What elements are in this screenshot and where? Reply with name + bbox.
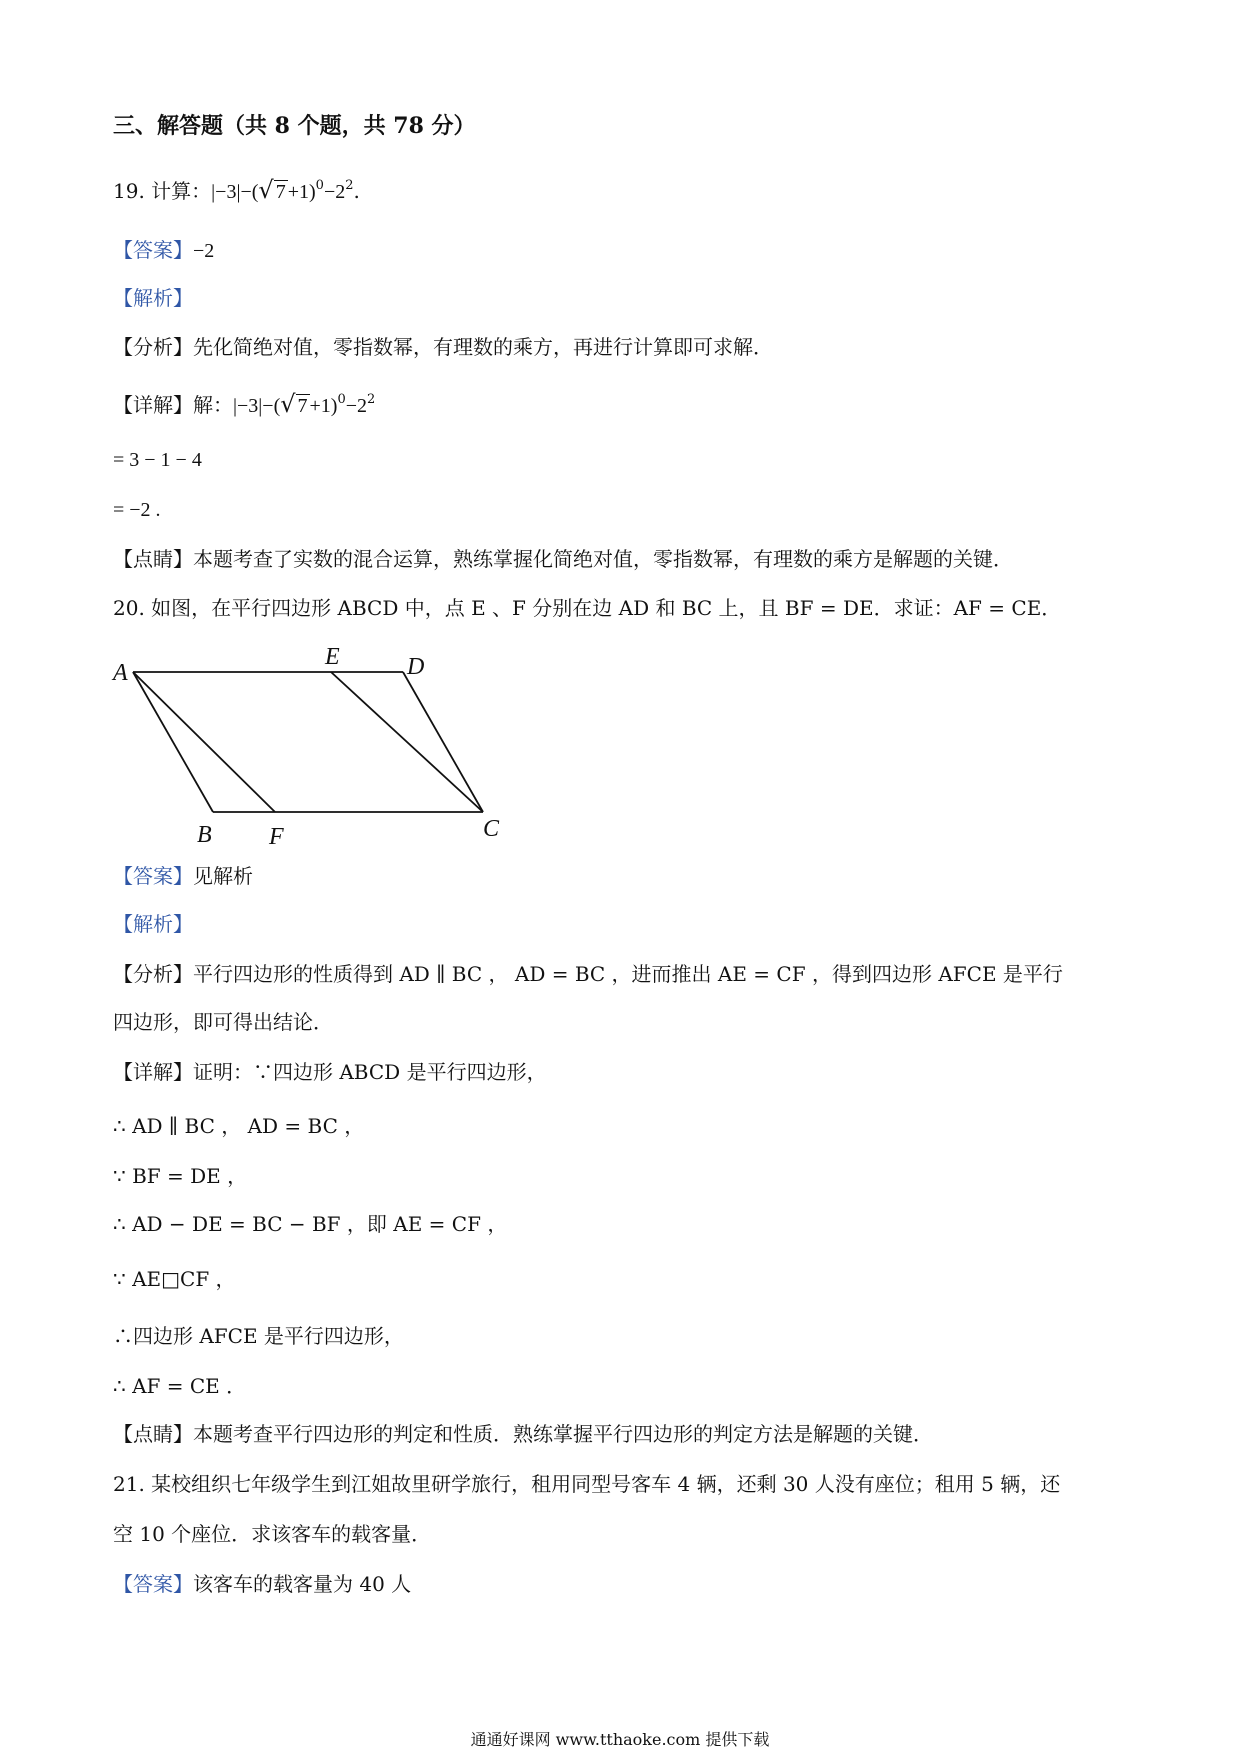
xiangjie-tag: 【详解】: [113, 1060, 193, 1084]
q20-question: 20. 如图，在平行四边形 ABCD 中，点 E 、F 分别在边 AD 和 BC 上，且 BF = DE．求证：AF = CE．: [113, 596, 1062, 620]
dianjing-tag: 【点睛】: [113, 547, 193, 571]
q19-answer-value: −2: [193, 240, 215, 262]
footer-watermark: 通通好课网 www.tthaoke.com 提供下载: [470, 1730, 770, 1749]
q19-expr-c: −2: [323, 181, 346, 203]
label-e: E: [325, 644, 340, 670]
q19-fenxi-text: 先化简绝对值，零指数幂，有理数的乘方，再进行计算即可求解．: [193, 335, 773, 359]
q19-exp2: 2: [345, 178, 354, 193]
q19-step2: = −2 .: [113, 499, 161, 521]
label-a: A: [113, 660, 128, 686]
q19-answer: [113, 236, 214, 265]
q20-fenxi-cont: 四边形，即可得出结论．: [113, 1010, 333, 1034]
q20-step3: ∴ AD − DE = BC − BF ，即 AE = CF ，: [113, 1212, 508, 1236]
q19-analysis-tag: 【解析】: [113, 286, 193, 310]
q20-fenxi: [113, 960, 1063, 988]
section-title: 三、解答题（共 8 个题，共 78 分）: [113, 113, 476, 139]
q20-dianjing-text: 本题考查平行四边形的判定和性质．熟练掌握平行四边形的判定方法是解题的关键．: [193, 1422, 933, 1446]
q19-step1: = 3 − 1 − 4: [113, 449, 202, 471]
q20-step6: ∴ AF = CE ．: [113, 1374, 247, 1398]
fenxi-tag: 【分析】: [113, 335, 193, 359]
label-b: B: [197, 822, 212, 848]
q20-step1: ∴ AD ∥ BC ， AD = BC ，: [113, 1114, 365, 1138]
q19-dianjing-text: 本题考查了实数的混合运算，熟练掌握化简绝对值，零指数幂，有理数的乘方是解题的关键．: [193, 547, 1013, 571]
edge-dc: [403, 672, 483, 812]
q19-question: [113, 176, 360, 206]
q20-fenxi-text-1: 平行四边形的性质得到 AD ∥ BC ， AD = BC ，进而推出 AE = CF ，得到四边形 AFCE 是平行: [193, 962, 1063, 986]
q21-question-1: 21. 某校组织七年级学生到江姐故里研学旅行，租用同型号客车 4 辆，还剩 30 人没有座位；租用 5 辆，还: [113, 1472, 1061, 1496]
sqrt-icon: √: [280, 390, 296, 418]
answer-tag: 【答案】: [113, 238, 193, 262]
q19-fenxi: [113, 333, 773, 361]
q21-question-2: 空 10 个座位．求该客车的载客量．: [113, 1522, 432, 1546]
answer-tag: 【答案】: [113, 1572, 193, 1596]
answer-tag: 【答案】: [113, 864, 193, 888]
q20-xiangjie-text: 证明：∵四边形 ABCD 是平行四边形，: [193, 1060, 547, 1084]
q20-step2: ∵ BF = DE ，: [113, 1164, 248, 1188]
segment-ec: [331, 672, 483, 812]
q20-answer-value: 见解析: [193, 864, 253, 888]
q19-end: .: [353, 179, 360, 203]
q19-number: 19.: [113, 179, 145, 203]
label-d: D: [407, 654, 425, 680]
q19-expr-a-repeat: |−3|−(: [233, 395, 281, 417]
fenxi-tag: 【分析】: [113, 962, 193, 986]
q19-xiangjie-prefix: 解：: [193, 393, 233, 417]
q20-step4: ∵ AE□CF ，: [113, 1267, 236, 1291]
label-c: C: [483, 816, 500, 842]
q20-xiangjie: [113, 1058, 547, 1086]
q20-answer: [113, 862, 253, 890]
q19-prefix: 计算：: [151, 179, 212, 203]
q19-xiangjie: [113, 390, 375, 420]
q19-exp0-repeat: 0: [337, 392, 346, 407]
xiangjie-tag: 【详解】: [113, 393, 193, 417]
label-f: F: [269, 824, 284, 850]
parallelogram-figure: [105, 634, 525, 854]
q19-expr-a: |−3|−(: [211, 181, 259, 203]
q20-analysis-tag: 【解析】: [113, 912, 193, 936]
q19-sqrt-arg: 7: [275, 181, 286, 203]
q20-dianjing: [113, 1420, 933, 1448]
q19-exp2-repeat: 2: [367, 392, 376, 407]
dianjing-tag: 【点睛】: [113, 1422, 193, 1446]
edge-ba: [133, 672, 213, 812]
q19-expr-b-repeat: +1): [309, 395, 338, 417]
segment-af: [133, 672, 275, 812]
q19-dianjing: [113, 545, 1013, 573]
q19-sqrt-arg-repeat: 7: [297, 395, 308, 417]
q21-answer-value: 该客车的载客量为 40 人: [193, 1572, 412, 1596]
q19-expr-b: +1): [287, 181, 316, 203]
q19-expr-c-repeat: −2: [345, 395, 368, 417]
q20-step5: ∴四边形 AFCE 是平行四边形，: [113, 1324, 404, 1348]
q21-answer: [113, 1570, 411, 1598]
q19-exp0: 0: [315, 178, 324, 193]
sqrt-icon: √: [258, 176, 274, 204]
